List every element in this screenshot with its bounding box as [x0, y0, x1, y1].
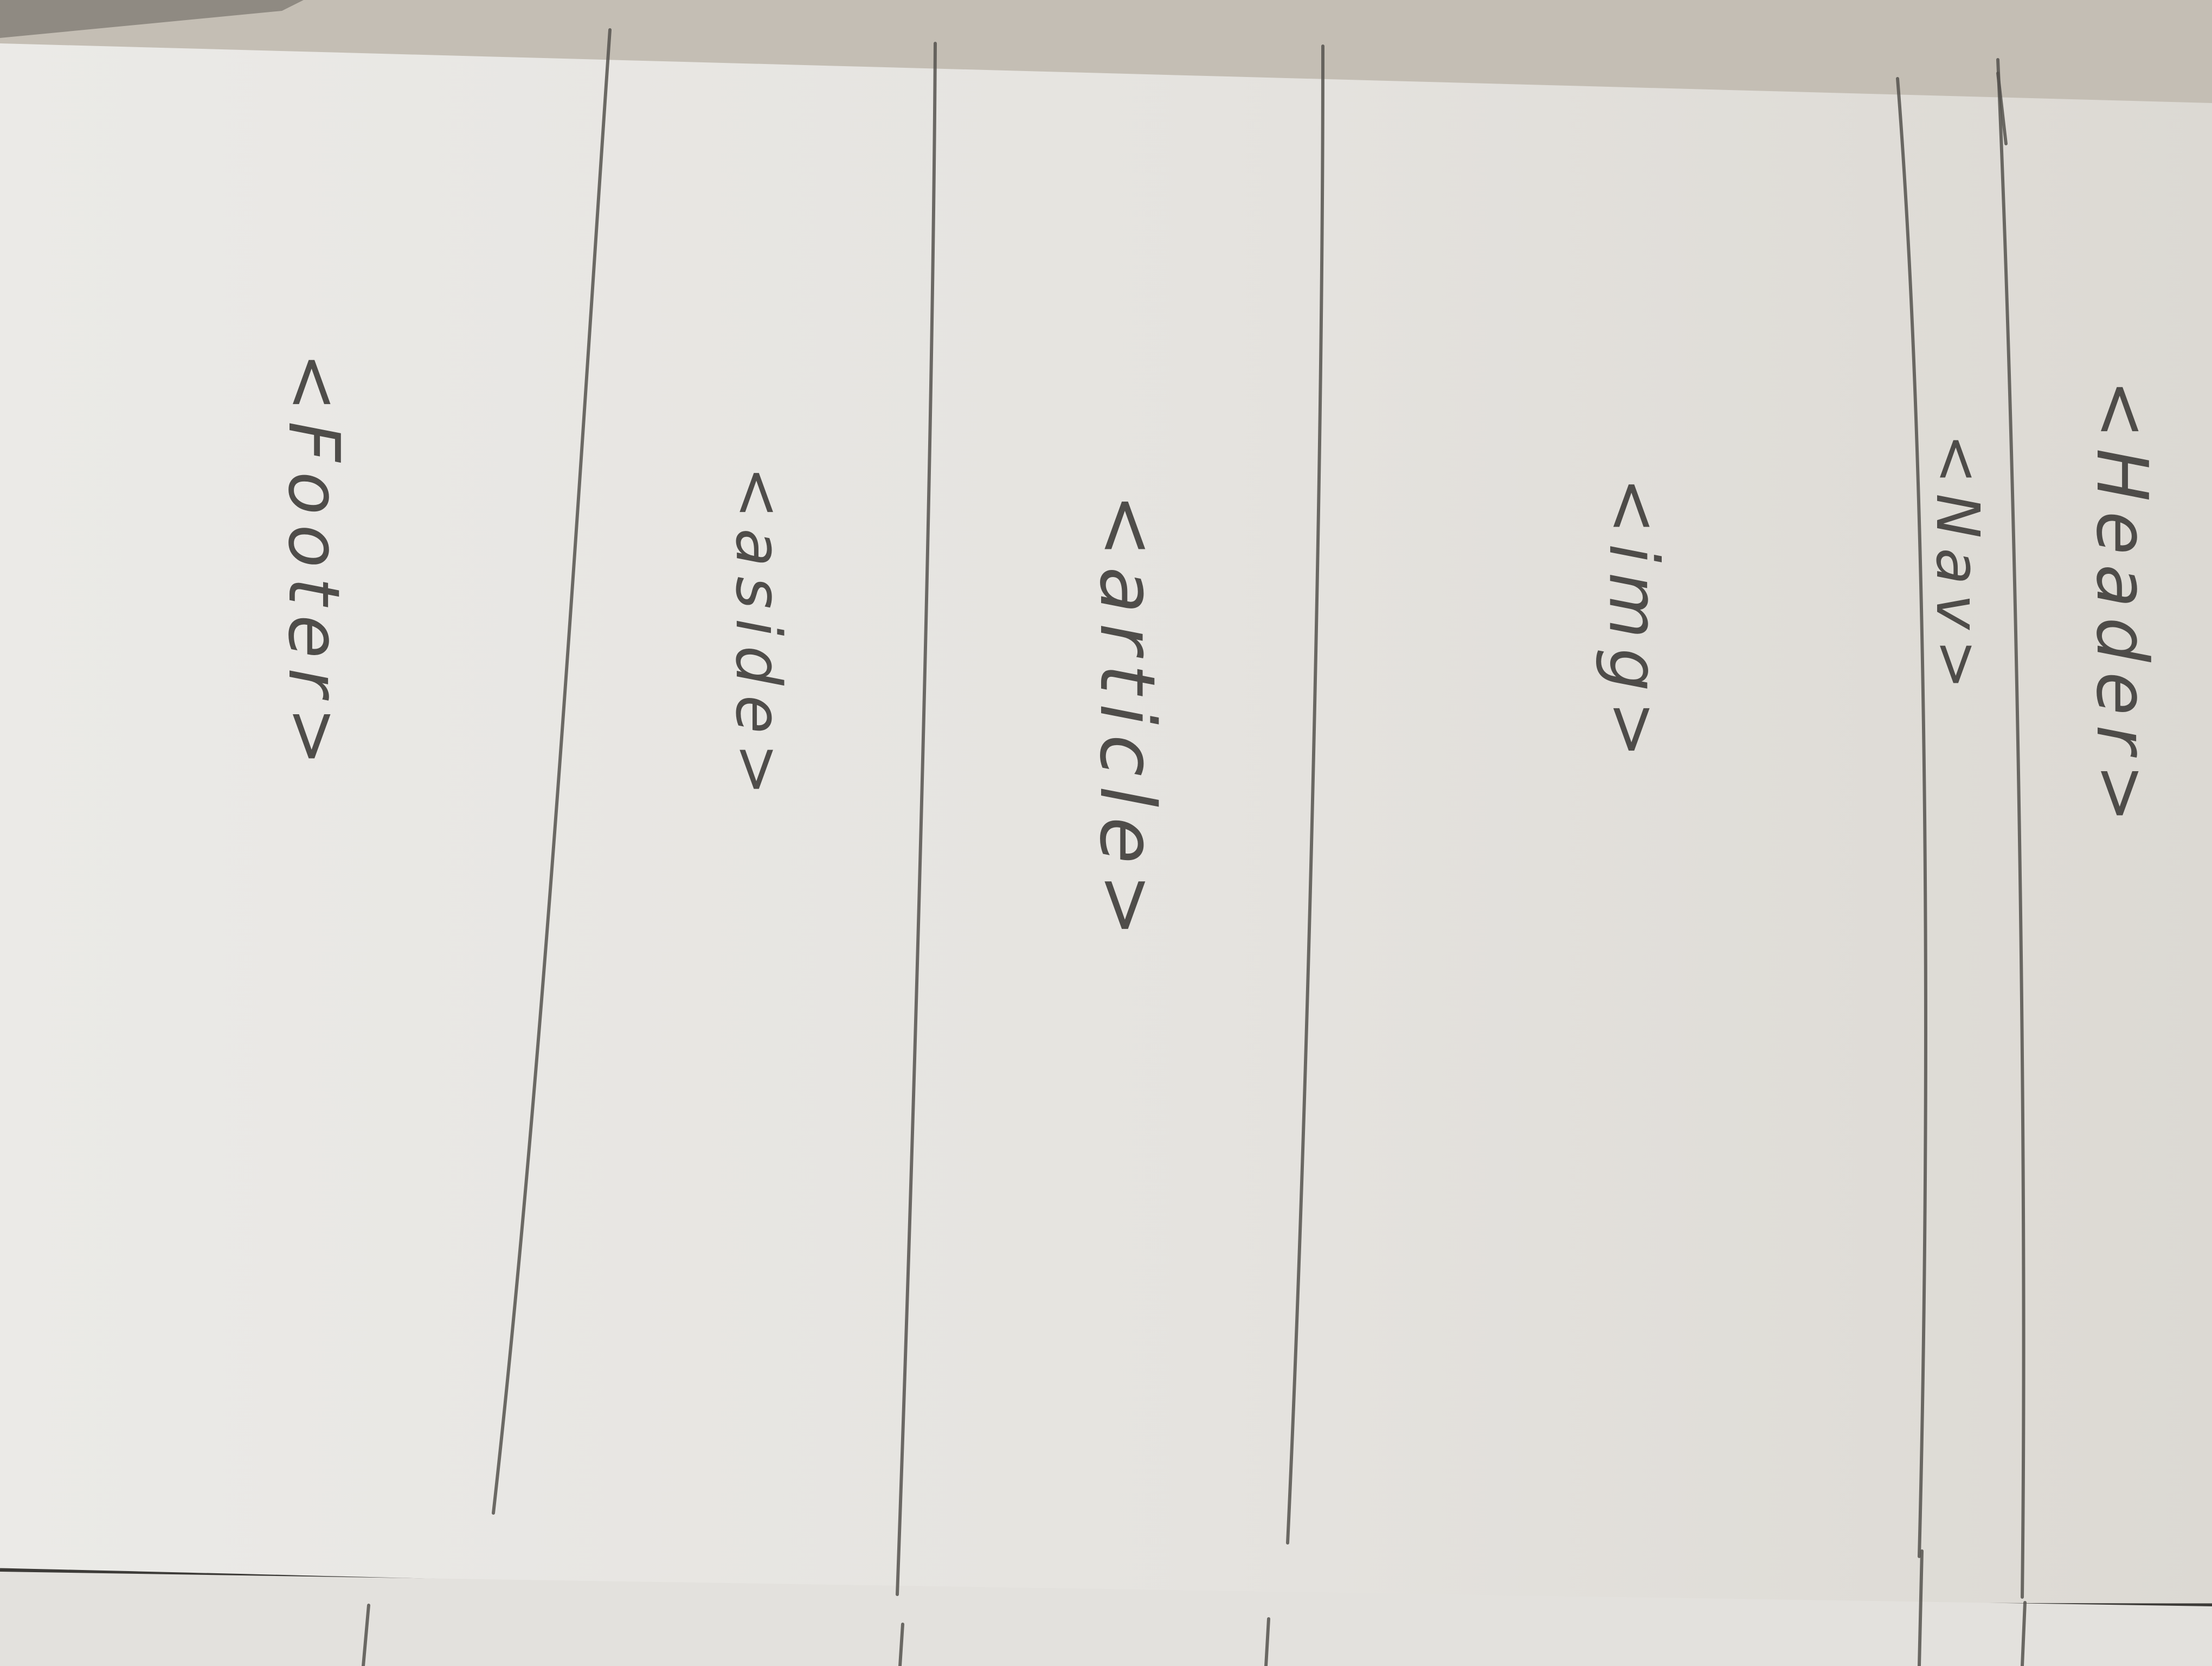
- header-label: <Header>: [2081, 380, 2163, 833]
- table-corner: [0, 0, 304, 38]
- aside-label: <aside>: [722, 466, 794, 805]
- article-label: <article>: [1083, 494, 1171, 947]
- footer-label: <Footer>: [273, 353, 355, 776]
- img-label: <img>: [1594, 477, 1673, 768]
- nav-label: <Nav>: [1923, 434, 1992, 700]
